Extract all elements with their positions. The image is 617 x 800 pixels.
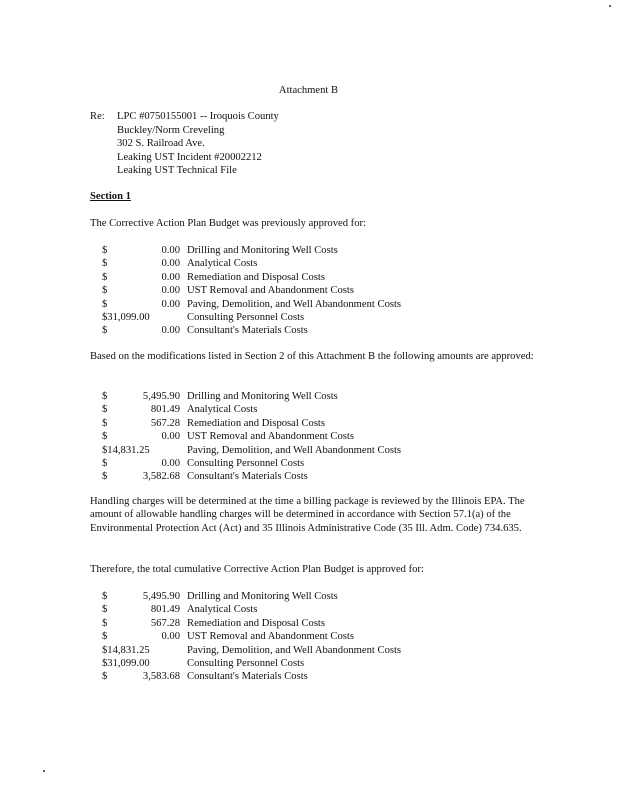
currency-symbol: $ — [102, 258, 108, 270]
currency-symbol: $ — [102, 404, 108, 416]
intro-paragraph: The Corrective Action Plan Budget was previously approved for: — [90, 218, 366, 229]
amount-value: 801.49 — [150, 604, 180, 616]
currency-symbol: $ — [102, 457, 108, 469]
budget-description: Remediation and Disposal Costs — [187, 271, 326, 283]
re-line: Leaking UST Incident #20002212 — [117, 151, 262, 163]
amount-value: 3,583.68 — [142, 671, 180, 683]
amount-value: 0.00 — [161, 325, 180, 337]
budget-description: Drilling and Monitoring Well Costs — [187, 245, 338, 256]
re-line: Buckley/Norm Creveling — [117, 124, 225, 136]
re-line: LPC #0750155001 -- Iroquois County — [117, 111, 279, 122]
amount-value: $31,099.00 — [102, 311, 150, 323]
currency-symbol: $ — [102, 617, 108, 629]
currency-symbol: $ — [102, 245, 108, 256]
amount-value: 5,495.90 — [142, 391, 180, 402]
currency-symbol: $ — [102, 604, 108, 616]
currency-symbol: $ — [102, 471, 108, 483]
budget-description: Analytical Costs — [187, 404, 258, 416]
currency-symbol: $ — [102, 285, 108, 297]
budget-description: Consulting Personnel Costs — [187, 457, 305, 469]
amount-value: 0.00 — [161, 457, 180, 469]
handling-paragraph: Handling charges will be determined at the time a billing package is reviewed by the Illinois EPA. The amount of allowable handling charges will be determined in accordance with Section 57.1(a) of the Environmental Protection Act (Act) and 35 Illinois Administrative Code (35 Ill. Adm. Code) 734.635. — [90, 496, 525, 534]
currency-symbol: $ — [102, 631, 108, 643]
amount-value: 0.00 — [161, 271, 180, 283]
amount-value: $14,831.25 — [102, 444, 150, 456]
currency-symbol: $ — [102, 431, 108, 443]
currency-symbol: $ — [102, 271, 108, 283]
budget-description: Consulting Personnel Costs — [187, 657, 305, 669]
amount-value: $14,831.25 — [102, 644, 150, 656]
total-intro-paragraph: Therefore, the total cumulative Corrective Action Plan Budget is approved for: — [90, 564, 424, 575]
amount-value: 0.00 — [161, 258, 180, 270]
modification-paragraph: Based on the modifications listed in Section 2 of this Attachment B the following amounts are approved: — [90, 351, 534, 362]
budget-description: UST Removal and Abandonment Costs — [187, 285, 354, 297]
re-line: Leaking UST Technical File — [117, 165, 237, 176]
amount-value: 0.00 — [161, 285, 180, 297]
re-label: Re: — [90, 111, 105, 122]
budget-description: Paving, Demolition, and Well Abandonment Costs — [187, 298, 402, 310]
amount-value: 0.00 — [161, 631, 180, 643]
currency-symbol: $ — [102, 325, 108, 337]
scan-speck — [609, 5, 611, 7]
budget-description: Consultant's Materials Costs — [187, 471, 308, 483]
amount-value: 0.00 — [161, 298, 180, 310]
budget-description: Drilling and Monitoring Well Costs — [187, 391, 338, 402]
currency-symbol: $ — [102, 391, 108, 402]
amount-value: 567.28 — [150, 417, 180, 429]
budget-description: Analytical Costs — [187, 258, 258, 270]
budget-description: Drilling and Monitoring Well Costs — [187, 591, 338, 602]
budget-description: Paving, Demolition, and Well Abandonment Costs — [187, 444, 402, 456]
re-line: 302 S. Railroad Ave. — [117, 138, 205, 149]
currency-symbol: $ — [102, 591, 108, 602]
currency-symbol: $ — [102, 298, 108, 310]
amount-value: $31,099.00 — [102, 657, 150, 669]
amount-value: 0.00 — [161, 245, 180, 256]
amount-value: 3,582.68 — [142, 471, 180, 483]
amount-value: 5,495.90 — [142, 591, 180, 602]
currency-symbol: $ — [102, 417, 108, 429]
budget-description: Consultant's Materials Costs — [187, 325, 308, 337]
scan-speck — [43, 770, 45, 772]
budget-description: Consulting Personnel Costs — [187, 311, 305, 323]
budget-description: Analytical Costs — [187, 604, 258, 616]
amount-value: 0.00 — [161, 431, 180, 443]
currency-symbol: $ — [102, 671, 108, 683]
budget-description: Remediation and Disposal Costs — [187, 617, 326, 629]
budget-description: Remediation and Disposal Costs — [187, 417, 326, 429]
budget-description: UST Removal and Abandonment Costs — [187, 431, 354, 443]
page-title: Attachment B — [278, 85, 339, 96]
budget-description: Consultant's Materials Costs — [187, 671, 308, 683]
budget-description: UST Removal and Abandonment Costs — [187, 631, 354, 643]
budget-description: Paving, Demolition, and Well Abandonment Costs — [187, 644, 402, 656]
section-heading: Section 1 — [90, 191, 131, 202]
amount-value: 567.28 — [150, 617, 180, 629]
amount-value: 801.49 — [150, 404, 180, 416]
